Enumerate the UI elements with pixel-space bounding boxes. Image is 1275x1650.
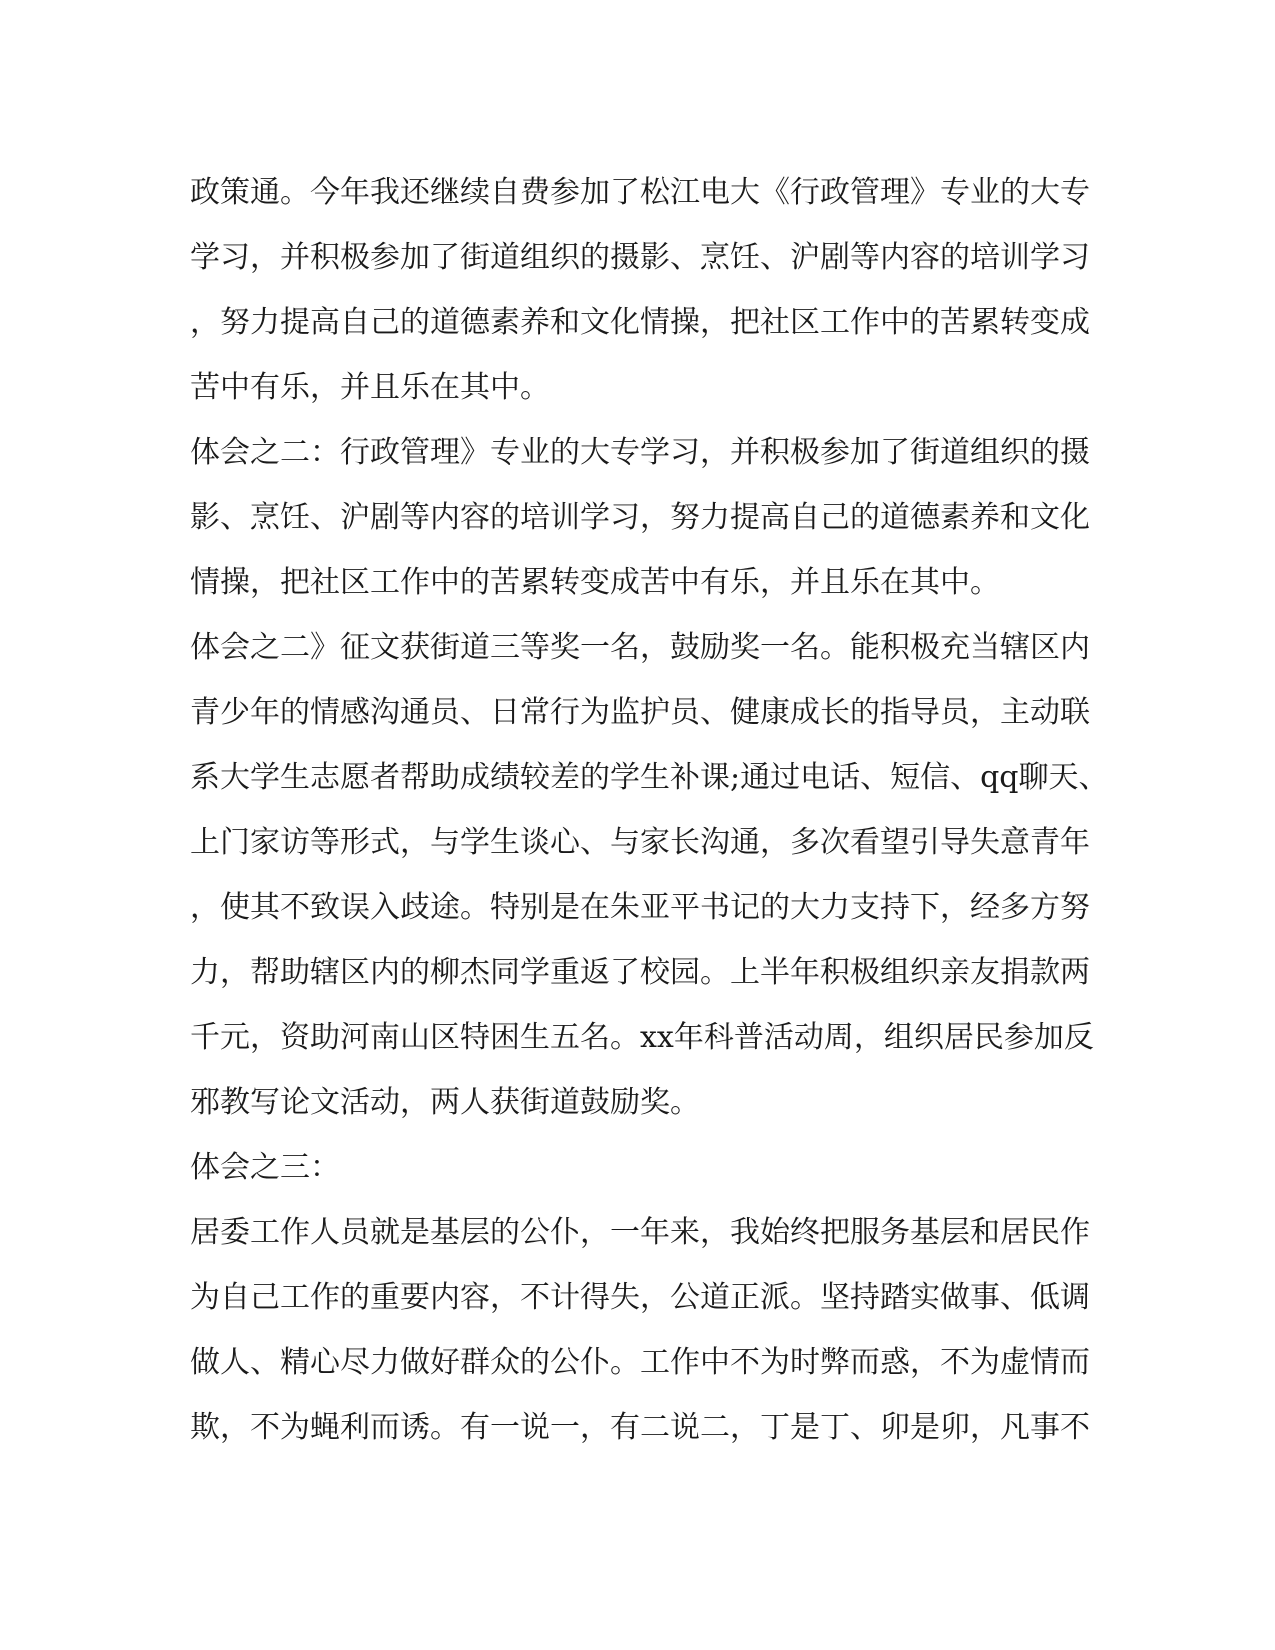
text-line: 力，帮助辖区内的柳杰同学重返了校园。上半年积极组织亲友捐款两 <box>190 955 1090 990</box>
text-line: 苦中有乐，并且乐在其中。 <box>190 370 550 405</box>
text-line: 居委工作人员就是基层的公仆，一年来，我始终把服务基层和居民作 <box>190 1215 1090 1250</box>
text-line: 学习，并积极参加了街道组织的摄影、烹饪、沪剧等内容的培训学习 <box>190 240 1090 275</box>
text-line: 做人、精心尽力做好群众的公仆。工作中不为时弊而惑，不为虚情而 <box>190 1345 1090 1380</box>
section-heading: 体会之三： <box>190 1150 340 1185</box>
text-line: ，使其不致误入歧途。特别是在朱亚平书记的大力支持下，经多方努 <box>190 890 1090 925</box>
text-line: 情操，把社区工作中的苦累转变成苦中有乐，并且乐在其中。 <box>190 565 1000 600</box>
text-line: ，努力提高自己的道德素养和文化情操，把社区工作中的苦累转变成 <box>190 305 1090 340</box>
text-line: 千元，资助河南山区特困生五名。xx年科普活动周，组织居民参加反 <box>190 1020 1094 1055</box>
text-line: 体会之二：行政管理》专业的大专学习，并积极参加了街道组织的摄 <box>190 435 1090 470</box>
text-line: 系大学生志愿者帮助成绩较差的学生补课;通过电话、短信、qq聊天、 <box>190 760 1109 795</box>
text-line: 邪教写论文活动，两人获街道鼓励奖。 <box>190 1085 700 1120</box>
text-line: 为自己工作的重要内容，不计得失，公道正派。坚持踏实做事、低调 <box>190 1280 1090 1315</box>
text-line: 欺，不为蝇利而诱。有一说一，有二说二，丁是丁、卯是卯，凡事不 <box>190 1410 1090 1445</box>
text-line: 政策通。今年我还继续自费参加了松江电大《行政管理》专业的大专 <box>190 175 1090 210</box>
body-text <box>190 160 1109 1460</box>
text-line: 上门家访等形式，与学生谈心、与家长沟通，多次看望引导失意青年 <box>190 825 1090 860</box>
text-line: 青少年的情感沟通员、日常行为监护员、健康成长的指导员，主动联 <box>190 695 1090 730</box>
text-line: 影、烹饪、沪剧等内容的培训学习，努力提高自己的道德素养和文化 <box>190 500 1090 535</box>
text-line: 体会之二》征文获街道三等奖一名，鼓励奖一名。能积极充当辖区内 <box>190 630 1090 665</box>
